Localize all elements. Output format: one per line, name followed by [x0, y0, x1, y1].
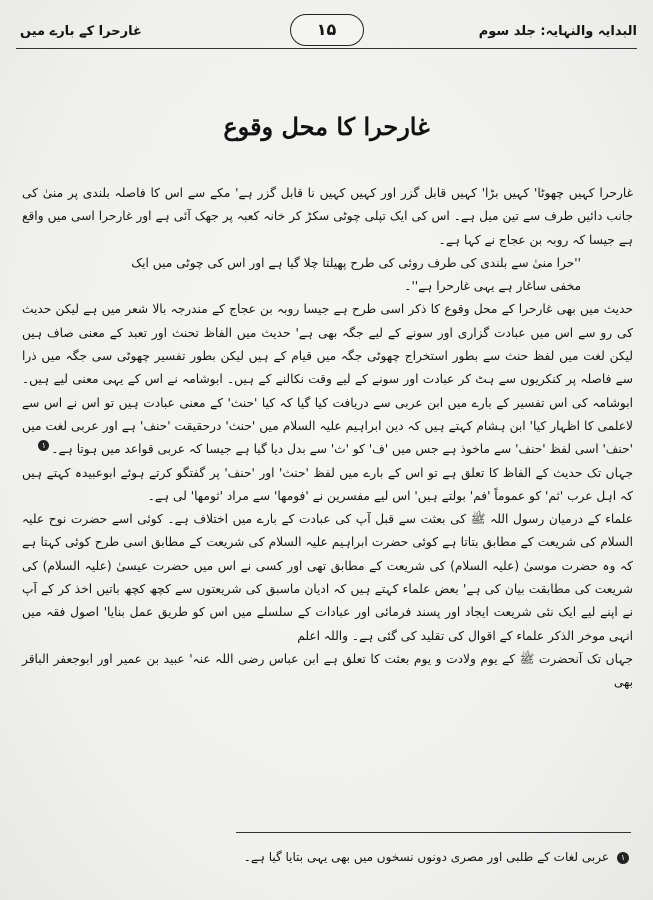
paragraph-2-text: حدیث میں بھی غارحرا کے محل وقوع کا ذکر اسی طرح ہے جیسا روبہ بن عجاج کے مندرجہ بالا شعر میں ہے لیکن حدیث کی رو سے اس میں عبادت گزاری اور سونے کے لیے جگہ بھی ہے' حدیث میں الفاظ تحنث اور تعبد کے معنی صاف ہیں لیکن لغت میں لفظ حنث سے بطور استخراج چھوٹی جگہ میں قیام کے ہیں لیکن بطور تفسیر چھوٹی سی جگہ میں ذرا سے فاصلہ پر کنکریوں سے ہٹ کر عبادت اور سونے کے لیے وقت نکالنے کے ہیں۔ ابوشامہ نے اس کے یہی معنی لیے ہیں۔ ابوشامہ کی اس تفسیر کے بارے میں ابن عربی سے دریافت کیا گیا کہ کیا 'حنث' کے معنی عبادت ہیں تو اس نے اس سے لاعلمی کا اظہار کیا' ابن ہشام کہتے ہیں کہ دین ابراہیم علیہ السلام میں 'حنث' درحقیقت 'حنف' ہے اور عربی لغت میں 'حنف' اسی لفظ 'حنف' سے ماخوذ ہے جس میں 'ف' کو 'ث' سے بدل دیا گیا ہے جیسا کہ عربی قواعد میں ہوتا ہے۔ — [22, 302, 633, 457]
book-title: البدایہ والنہایہ: جلد سوم — [478, 24, 637, 39]
paragraph-1: غارحرا کہیں چھوٹا' کہیں بڑا' کہیں قابل گزر اور کہیں کہیں نا قابل گزر ہے' مکے سے اس کا فاصلہ بلندی پر منیٰ کی جانب دائیں طرف سے تین میل ہے۔ اس کی ایک تپلی چوٹی سکڑ کر خانہ کعبہ پر جھک آئی ہے اور غارحرا اسی میں واقع ہے جیسا کہ روبہ بن عجاج نے کہا ہے۔ — [22, 186, 633, 247]
header-divider — [16, 48, 637, 49]
footnote-text: عربی لغات کے طلبی اور مصری دونوں نسخوں میں بھی یہی بتایا گیا ہے۔ — [243, 850, 609, 864]
footnote-divider — [236, 832, 631, 833]
paragraph-5: جہاں تک آنحضرت ﷺ کے یوم ولادت و یوم بعثت کا تعلق ہے ابن عباس رضی اللہ عنہ' عبید بن عمیر اور ابوجعفر الباقر بھی — [22, 651, 633, 690]
paragraph-2 — [22, 298, 633, 461]
paragraph-3: جہاں تک حدیث کے الفاظ کا تعلق ہے تو اس کے بارے میں لفظ 'حنث' اور 'حنف' پر گفتگو کرتے ہوئے ابوعبیدہ کہتے ہیں کہ اہل عرب 'ثم' کو عموماً 'فم' بولتے ہیں' اس لیے مفسرین نے 'فومھا' سے مراد 'ثومھا' لی ہے۔ — [22, 465, 633, 503]
footnote-marker-icon: ۱ — [617, 852, 629, 864]
section-title: غارحرا کے بارے میں — [20, 24, 142, 39]
paragraph-4: علماء کے درمیان رسول اللہ ﷺ کی بعثت سے قبل آپ کی عبادت کے بارے میں اختلاف ہے۔ کوئی اسے حضرت نوح علیہ السلام کی شریعت کے مطابق بتاتا ہے کوئی حضرت ابراہیم علیہ السلام کی شریعت کے مطابق اسی طرح کوئی کہتا ہے کہ وہ حضرت موسیٰ (علیہ السلام) کی شریعت کے مطابق تھی اور کسی نے اس میں حضرت عیسیٰ (علیہ السلام) کی شریعت کی مطابقت بیان کی ہے' بعض علماء کہتے ہیں کہ ادیان ماسبق کی شریعتوں سے کچھ کچھ باتیں اخذ کر کے آپ نے اپنے لیے ایک نئی شریعت ایجاد اور پسند فرمائی اور عبادات کے سلسلے میں اس کو طریق عمل بنایا' اصول فقہ میں انہی موخر الذکر علماء کے اقوال کی تقلید کی گئی ہے۔ واللہ اعلم — [22, 512, 633, 643]
footnote — [200, 850, 631, 864]
verse-quote-line-1: ''حرا منیٰ سے بلندی کی طرف روئی کی طرح پھیلتا چلا گیا ہے اور اس کی چوٹی میں ایک — [131, 255, 581, 270]
verse-quote-line-2: مخفی ساغار ہے یہی غارحرا ہے''۔ — [404, 279, 581, 294]
chapter-heading: غارحرا کا محل وقوع — [223, 112, 430, 141]
page-number: ۱۵ — [290, 14, 364, 46]
running-header — [16, 14, 637, 48]
footnote-reference-icon[interactable]: ۱ — [38, 440, 49, 451]
body-text — [22, 182, 633, 695]
